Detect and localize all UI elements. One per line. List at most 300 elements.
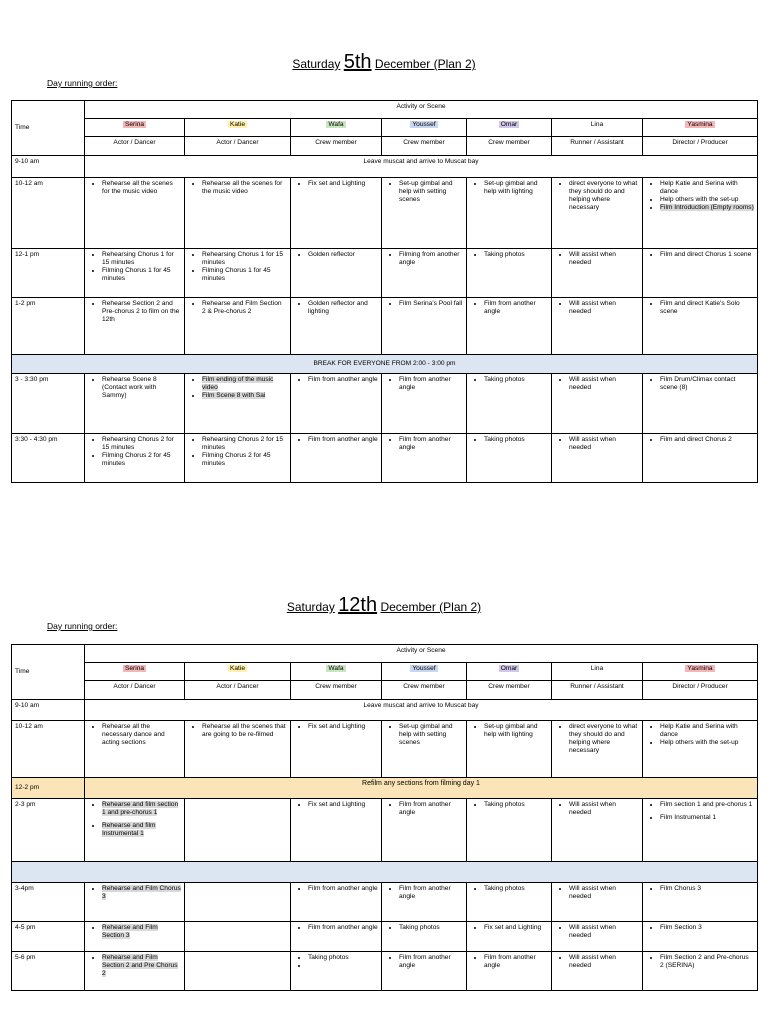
task-item xyxy=(308,954,378,962)
task-list xyxy=(470,924,548,932)
task-cell xyxy=(382,178,467,249)
header-row xyxy=(12,101,758,119)
task-item xyxy=(308,376,378,384)
time-header: Time xyxy=(12,645,85,700)
task-list xyxy=(555,180,639,212)
task-list xyxy=(294,924,378,932)
time-cell: 12-2 pm xyxy=(12,778,85,799)
title-day: 5th xyxy=(343,51,372,73)
task-item xyxy=(102,436,181,452)
task-cell xyxy=(382,721,467,778)
task-text: direct everyone to what they should do and helping where necessary xyxy=(569,723,638,754)
schedule-row xyxy=(12,434,758,483)
task-item xyxy=(399,954,463,970)
task-text: Will assist when needed xyxy=(569,436,616,451)
task-item xyxy=(660,885,754,893)
person-name: Yasmina xyxy=(687,121,713,128)
schedule-row xyxy=(12,883,758,922)
task-item xyxy=(308,180,378,188)
person-cell xyxy=(85,663,185,681)
task-item xyxy=(308,962,378,970)
role-cell: Crew member xyxy=(467,681,552,700)
task-item xyxy=(308,300,378,316)
task-item xyxy=(399,251,463,267)
refilm-banner: Refilm any sections from filming day 1 xyxy=(85,778,758,799)
schedule-row xyxy=(12,156,758,178)
task-item xyxy=(202,267,287,283)
task-item xyxy=(484,723,548,739)
task-item xyxy=(484,954,548,970)
time-cell: 3-4pm xyxy=(12,883,85,922)
task-item xyxy=(102,924,181,940)
task-text: Filming Chorus 1 for 45 minutes xyxy=(102,267,171,282)
task-item xyxy=(484,436,548,444)
task-cell xyxy=(291,178,382,249)
task-cell xyxy=(552,434,643,483)
task-text: Rehearse and Film Section 2 and Pre Chorus 2 xyxy=(102,954,178,977)
task-cell xyxy=(643,434,758,483)
person-cell xyxy=(552,663,643,681)
task-item xyxy=(569,436,639,452)
task-item xyxy=(660,204,754,212)
task-cell xyxy=(643,178,758,249)
task-text: Golden reflector xyxy=(308,251,355,258)
task-text: Rehearse and Film Chorus 3 xyxy=(102,885,181,900)
task-text: Rehearsing Chorus 1 for 15 minutes xyxy=(202,251,284,266)
task-list xyxy=(385,180,463,204)
person-name: Wafa xyxy=(328,665,344,672)
task-cell xyxy=(291,883,382,922)
task-text: Filming from another angle xyxy=(399,251,460,266)
person-cell xyxy=(382,119,467,137)
person-name: Yasmina xyxy=(687,665,713,672)
activity-header: Activity or Scene xyxy=(85,645,758,663)
time-cell: 2-3 pm xyxy=(12,799,85,862)
task-item xyxy=(202,376,287,392)
task-text: Film Section 2 and Pre-chorus 2 (SERINA) xyxy=(660,954,749,969)
task-cell xyxy=(643,883,758,922)
names-row xyxy=(12,663,758,681)
role-cell: Crew member xyxy=(291,681,382,700)
task-list xyxy=(555,924,639,940)
task-item xyxy=(399,885,463,901)
task-text: Film from another angle xyxy=(308,885,378,892)
task-item xyxy=(484,801,548,809)
time-header: Time xyxy=(12,101,85,156)
task-list xyxy=(646,251,754,259)
task-text: Rehearse all the scenes for the music video xyxy=(202,180,283,195)
task-cell xyxy=(467,434,552,483)
task-cell xyxy=(85,249,185,298)
task-cell xyxy=(382,298,467,355)
task-text: Film Instrumental 1 xyxy=(660,814,717,821)
task-list xyxy=(555,251,639,267)
task-item xyxy=(102,267,181,283)
task-cell xyxy=(467,374,552,434)
task-list xyxy=(88,723,181,747)
task-text: Will assist when needed xyxy=(569,924,616,939)
role-cell: Runner / Assistant xyxy=(552,681,643,700)
task-text: Taking photos xyxy=(484,376,525,383)
task-item xyxy=(202,452,287,468)
task-cell xyxy=(467,178,552,249)
task-item xyxy=(102,801,181,817)
schedule-row xyxy=(12,721,758,778)
task-cell xyxy=(552,721,643,778)
role-cell: Actor / Dancer xyxy=(85,137,185,156)
task-list xyxy=(555,300,639,316)
schedule-row xyxy=(12,249,758,298)
task-item xyxy=(660,180,754,196)
task-item xyxy=(202,300,287,316)
task-item xyxy=(660,436,754,444)
person-cell xyxy=(643,119,758,137)
time-cell: 4-5 pm xyxy=(12,922,85,952)
task-item xyxy=(484,924,548,932)
task-cell xyxy=(291,922,382,952)
role-cell: Actor / Dancer xyxy=(85,681,185,700)
task-item xyxy=(202,251,287,267)
task-text: Will assist when needed xyxy=(569,954,616,969)
schedule-row xyxy=(12,952,758,991)
task-cell xyxy=(85,178,185,249)
task-cell xyxy=(291,799,382,862)
task-list xyxy=(385,924,463,932)
task-item xyxy=(569,251,639,267)
task-item xyxy=(308,885,378,893)
role-cell: Runner / Assistant xyxy=(552,137,643,156)
title-day: 12th xyxy=(338,594,378,616)
task-list xyxy=(88,954,181,978)
task-item xyxy=(569,954,639,970)
task-text: Film Chorus 3 xyxy=(660,885,702,892)
task-cell xyxy=(291,374,382,434)
task-list xyxy=(385,300,463,308)
task-list xyxy=(646,300,754,316)
task-list xyxy=(555,801,639,817)
task-list xyxy=(294,251,378,259)
role-cell: Crew member xyxy=(467,137,552,156)
task-item xyxy=(399,924,463,932)
task-item xyxy=(399,300,463,308)
task-cell xyxy=(467,249,552,298)
task-item xyxy=(660,723,754,739)
task-text: Film Section 3 xyxy=(660,924,702,931)
person-name: Omar xyxy=(500,121,518,128)
task-cell xyxy=(85,298,185,355)
title-suffix: December (Plan 2) xyxy=(374,57,476,71)
task-list xyxy=(555,376,639,392)
task-cell xyxy=(382,883,467,922)
task-cell xyxy=(643,374,758,434)
task-cell xyxy=(85,721,185,778)
task-cell xyxy=(185,883,291,922)
task-list xyxy=(294,376,378,384)
time-cell: 12-1 pm xyxy=(12,249,85,298)
person-name: Katie xyxy=(229,121,246,128)
task-cell xyxy=(552,298,643,355)
task-list xyxy=(646,801,754,822)
task-text: Film and direct Katie's Solo scene xyxy=(660,300,740,315)
task-list xyxy=(555,436,639,452)
roles-row xyxy=(12,681,758,700)
task-item xyxy=(569,300,639,316)
person-cell xyxy=(85,119,185,137)
task-text: Fix set and Lighting xyxy=(308,801,366,808)
time-cell: 9-10 am xyxy=(12,156,85,178)
task-text: Taking photos xyxy=(399,924,440,931)
task-item xyxy=(399,801,463,817)
person-name: Omar xyxy=(500,665,518,672)
task-text: Rehearse all the scenes for the music video xyxy=(102,180,173,195)
task-cell xyxy=(467,952,552,991)
task-item xyxy=(569,801,639,817)
task-cell xyxy=(85,434,185,483)
page-title xyxy=(0,594,768,617)
task-text: Set-up gimbal and help with lighting xyxy=(484,180,538,195)
task-cell xyxy=(643,249,758,298)
task-text: Film from another angle xyxy=(399,885,451,900)
task-text: Film Introduction (Empty rooms) xyxy=(660,204,754,211)
task-text: Fix set and Lighting xyxy=(308,180,366,187)
time-cell: 10-12 am xyxy=(12,721,85,778)
task-text: Will assist when needed xyxy=(569,801,616,816)
task-text: Fix set and Lighting xyxy=(484,924,542,931)
task-list xyxy=(555,885,639,901)
task-cell xyxy=(185,922,291,952)
task-list xyxy=(646,376,754,392)
task-text: Film Drum/Climax contact scene (8) xyxy=(660,376,736,391)
task-list xyxy=(470,180,548,196)
task-text: Taking photos xyxy=(484,801,525,808)
person-name: Serina xyxy=(124,121,145,128)
running-order-label: Day running order: xyxy=(47,621,118,631)
task-item xyxy=(308,723,378,731)
task-list xyxy=(88,436,181,468)
task-text: Rehearse and film section 1 and pre-chorus 1 xyxy=(102,801,179,816)
task-cell xyxy=(85,374,185,434)
person-cell xyxy=(185,663,291,681)
title-suffix: December (Plan 2) xyxy=(380,600,482,614)
task-text: Film from another angle xyxy=(399,436,451,451)
task-list xyxy=(88,300,181,324)
task-cell xyxy=(382,799,467,862)
task-list xyxy=(88,376,181,400)
person-cell xyxy=(291,119,382,137)
schedule-row xyxy=(12,700,758,721)
task-cell xyxy=(382,922,467,952)
task-item xyxy=(399,180,463,204)
task-cell xyxy=(185,952,291,991)
task-text: direct everyone to what they should do and helping where necessary xyxy=(569,180,638,211)
role-cell: Actor / Dancer xyxy=(185,681,291,700)
task-item xyxy=(202,180,287,196)
task-list xyxy=(188,376,287,400)
schedule-row xyxy=(12,298,758,355)
task-text: Taking photos xyxy=(308,954,349,961)
task-item xyxy=(102,251,181,267)
task-list xyxy=(385,801,463,817)
task-text: Film from another angle xyxy=(484,954,536,969)
time-cell: 3:30 - 4:30 pm xyxy=(12,434,85,483)
task-text: Film and direct Chorus 2 xyxy=(660,436,732,443)
task-item xyxy=(484,376,548,384)
blank-row xyxy=(12,862,758,883)
task-cell xyxy=(643,721,758,778)
task-cell xyxy=(552,883,643,922)
task-cell xyxy=(467,799,552,862)
task-cell xyxy=(185,374,291,434)
task-list xyxy=(385,723,463,747)
task-item xyxy=(660,739,754,747)
schedule-row xyxy=(12,178,758,249)
task-text: Help Katie and Serina with dance xyxy=(660,723,738,738)
task-cell xyxy=(552,249,643,298)
person-cell xyxy=(643,663,758,681)
time-cell: 1-2 pm xyxy=(12,298,85,355)
task-cell xyxy=(291,434,382,483)
task-list xyxy=(470,376,548,384)
role-cell: Director / Producer xyxy=(643,137,758,156)
task-list xyxy=(188,436,287,468)
task-cell xyxy=(382,249,467,298)
task-cell xyxy=(185,721,291,778)
task-cell xyxy=(552,922,643,952)
task-item xyxy=(102,723,181,747)
task-text: Film from another angle xyxy=(308,924,378,931)
task-item xyxy=(484,300,548,316)
task-cell xyxy=(643,298,758,355)
task-item xyxy=(484,251,548,259)
task-cell xyxy=(85,799,185,862)
task-list xyxy=(385,885,463,901)
task-list xyxy=(470,885,548,893)
task-cell xyxy=(85,922,185,952)
task-item xyxy=(202,436,287,452)
task-text: Film ending of the music video xyxy=(202,376,274,391)
task-item xyxy=(102,376,181,400)
task-cell xyxy=(85,883,185,922)
task-item xyxy=(569,885,639,901)
task-text: Film from another angle xyxy=(399,954,451,969)
task-cell xyxy=(552,374,643,434)
role-cell: Crew member xyxy=(291,137,382,156)
task-list xyxy=(555,954,639,970)
person-name: Wafa xyxy=(328,121,344,128)
task-text: Filming Chorus 2 for 45 minutes xyxy=(102,452,171,467)
task-text: Film from another angle xyxy=(399,801,451,816)
task-cell xyxy=(467,922,552,952)
break-banner: BREAK FOR EVERYONE FROM 2:00 - 3:00 pm xyxy=(12,355,758,374)
header-row xyxy=(12,645,758,663)
task-list xyxy=(555,723,639,755)
page-title xyxy=(0,51,768,74)
person-name: Youssef xyxy=(412,665,436,672)
task-cell xyxy=(467,721,552,778)
task-item xyxy=(399,436,463,452)
task-item xyxy=(569,723,639,755)
task-cell xyxy=(185,799,291,862)
task-text: Fix set and Lighting xyxy=(308,723,366,730)
task-item xyxy=(202,723,287,739)
task-text: Will assist when needed xyxy=(569,300,616,315)
task-cell xyxy=(291,721,382,778)
task-text: Will assist when needed xyxy=(569,885,616,900)
task-text: Set-up gimbal and help with lighting xyxy=(484,723,538,738)
time-cell: 3 - 3:30 pm xyxy=(12,374,85,434)
schedule-row xyxy=(12,355,758,374)
task-list xyxy=(470,251,548,259)
task-item xyxy=(660,300,754,316)
schedule-row xyxy=(12,374,758,434)
person-cell xyxy=(552,119,643,137)
task-text: Film Serina's Pool fall xyxy=(399,300,463,307)
task-list xyxy=(646,885,754,893)
task-list xyxy=(646,180,754,212)
task-list xyxy=(88,801,181,838)
task-list xyxy=(646,924,754,932)
task-text: Help Katie and Serina with dance xyxy=(660,180,738,195)
task-item xyxy=(660,196,754,204)
task-item xyxy=(102,822,181,838)
task-item xyxy=(484,180,548,196)
task-text: Film from another angle xyxy=(399,376,451,391)
task-cell xyxy=(643,799,758,862)
task-text: Rehearse and film Instrumental 1 xyxy=(102,822,156,837)
task-cell xyxy=(185,298,291,355)
schedule-row xyxy=(12,778,758,799)
task-list xyxy=(88,180,181,196)
task-list xyxy=(188,180,287,196)
time-cell: 10-12 am xyxy=(12,178,85,249)
task-item xyxy=(308,251,378,259)
task-item xyxy=(102,954,181,978)
task-cell xyxy=(643,922,758,952)
role-cell: Crew member xyxy=(382,137,467,156)
schedule-table xyxy=(11,100,758,483)
person-cell xyxy=(382,663,467,681)
task-item xyxy=(660,924,754,932)
task-item xyxy=(399,376,463,392)
task-list xyxy=(294,954,378,970)
schedule-table xyxy=(11,644,758,991)
task-item xyxy=(308,801,378,809)
task-list xyxy=(294,180,378,188)
task-text: Rehearse and Film Section 2 & Pre-chorus 2 xyxy=(202,300,282,315)
title-prefix: Saturday xyxy=(286,600,335,614)
schedule-row xyxy=(12,862,758,883)
role-cell: Director / Producer xyxy=(643,681,758,700)
task-text: Will assist when needed xyxy=(569,376,616,391)
task-item xyxy=(484,885,548,893)
task-list xyxy=(470,954,548,970)
task-cell xyxy=(382,434,467,483)
schedule-row xyxy=(12,799,758,862)
task-text: Film section 1 and pre-chorus 1 xyxy=(660,801,753,808)
task-text: Rehearse all the necessary dance and acting sections xyxy=(102,723,165,746)
task-item xyxy=(569,376,639,392)
task-list xyxy=(470,436,548,444)
task-item xyxy=(569,180,639,212)
task-cell xyxy=(185,249,291,298)
task-cell xyxy=(85,952,185,991)
task-list xyxy=(88,251,181,283)
task-list xyxy=(188,300,287,316)
task-list xyxy=(294,723,378,731)
task-item xyxy=(102,885,181,901)
person-name: Youssef xyxy=(412,121,436,128)
task-cell xyxy=(291,298,382,355)
